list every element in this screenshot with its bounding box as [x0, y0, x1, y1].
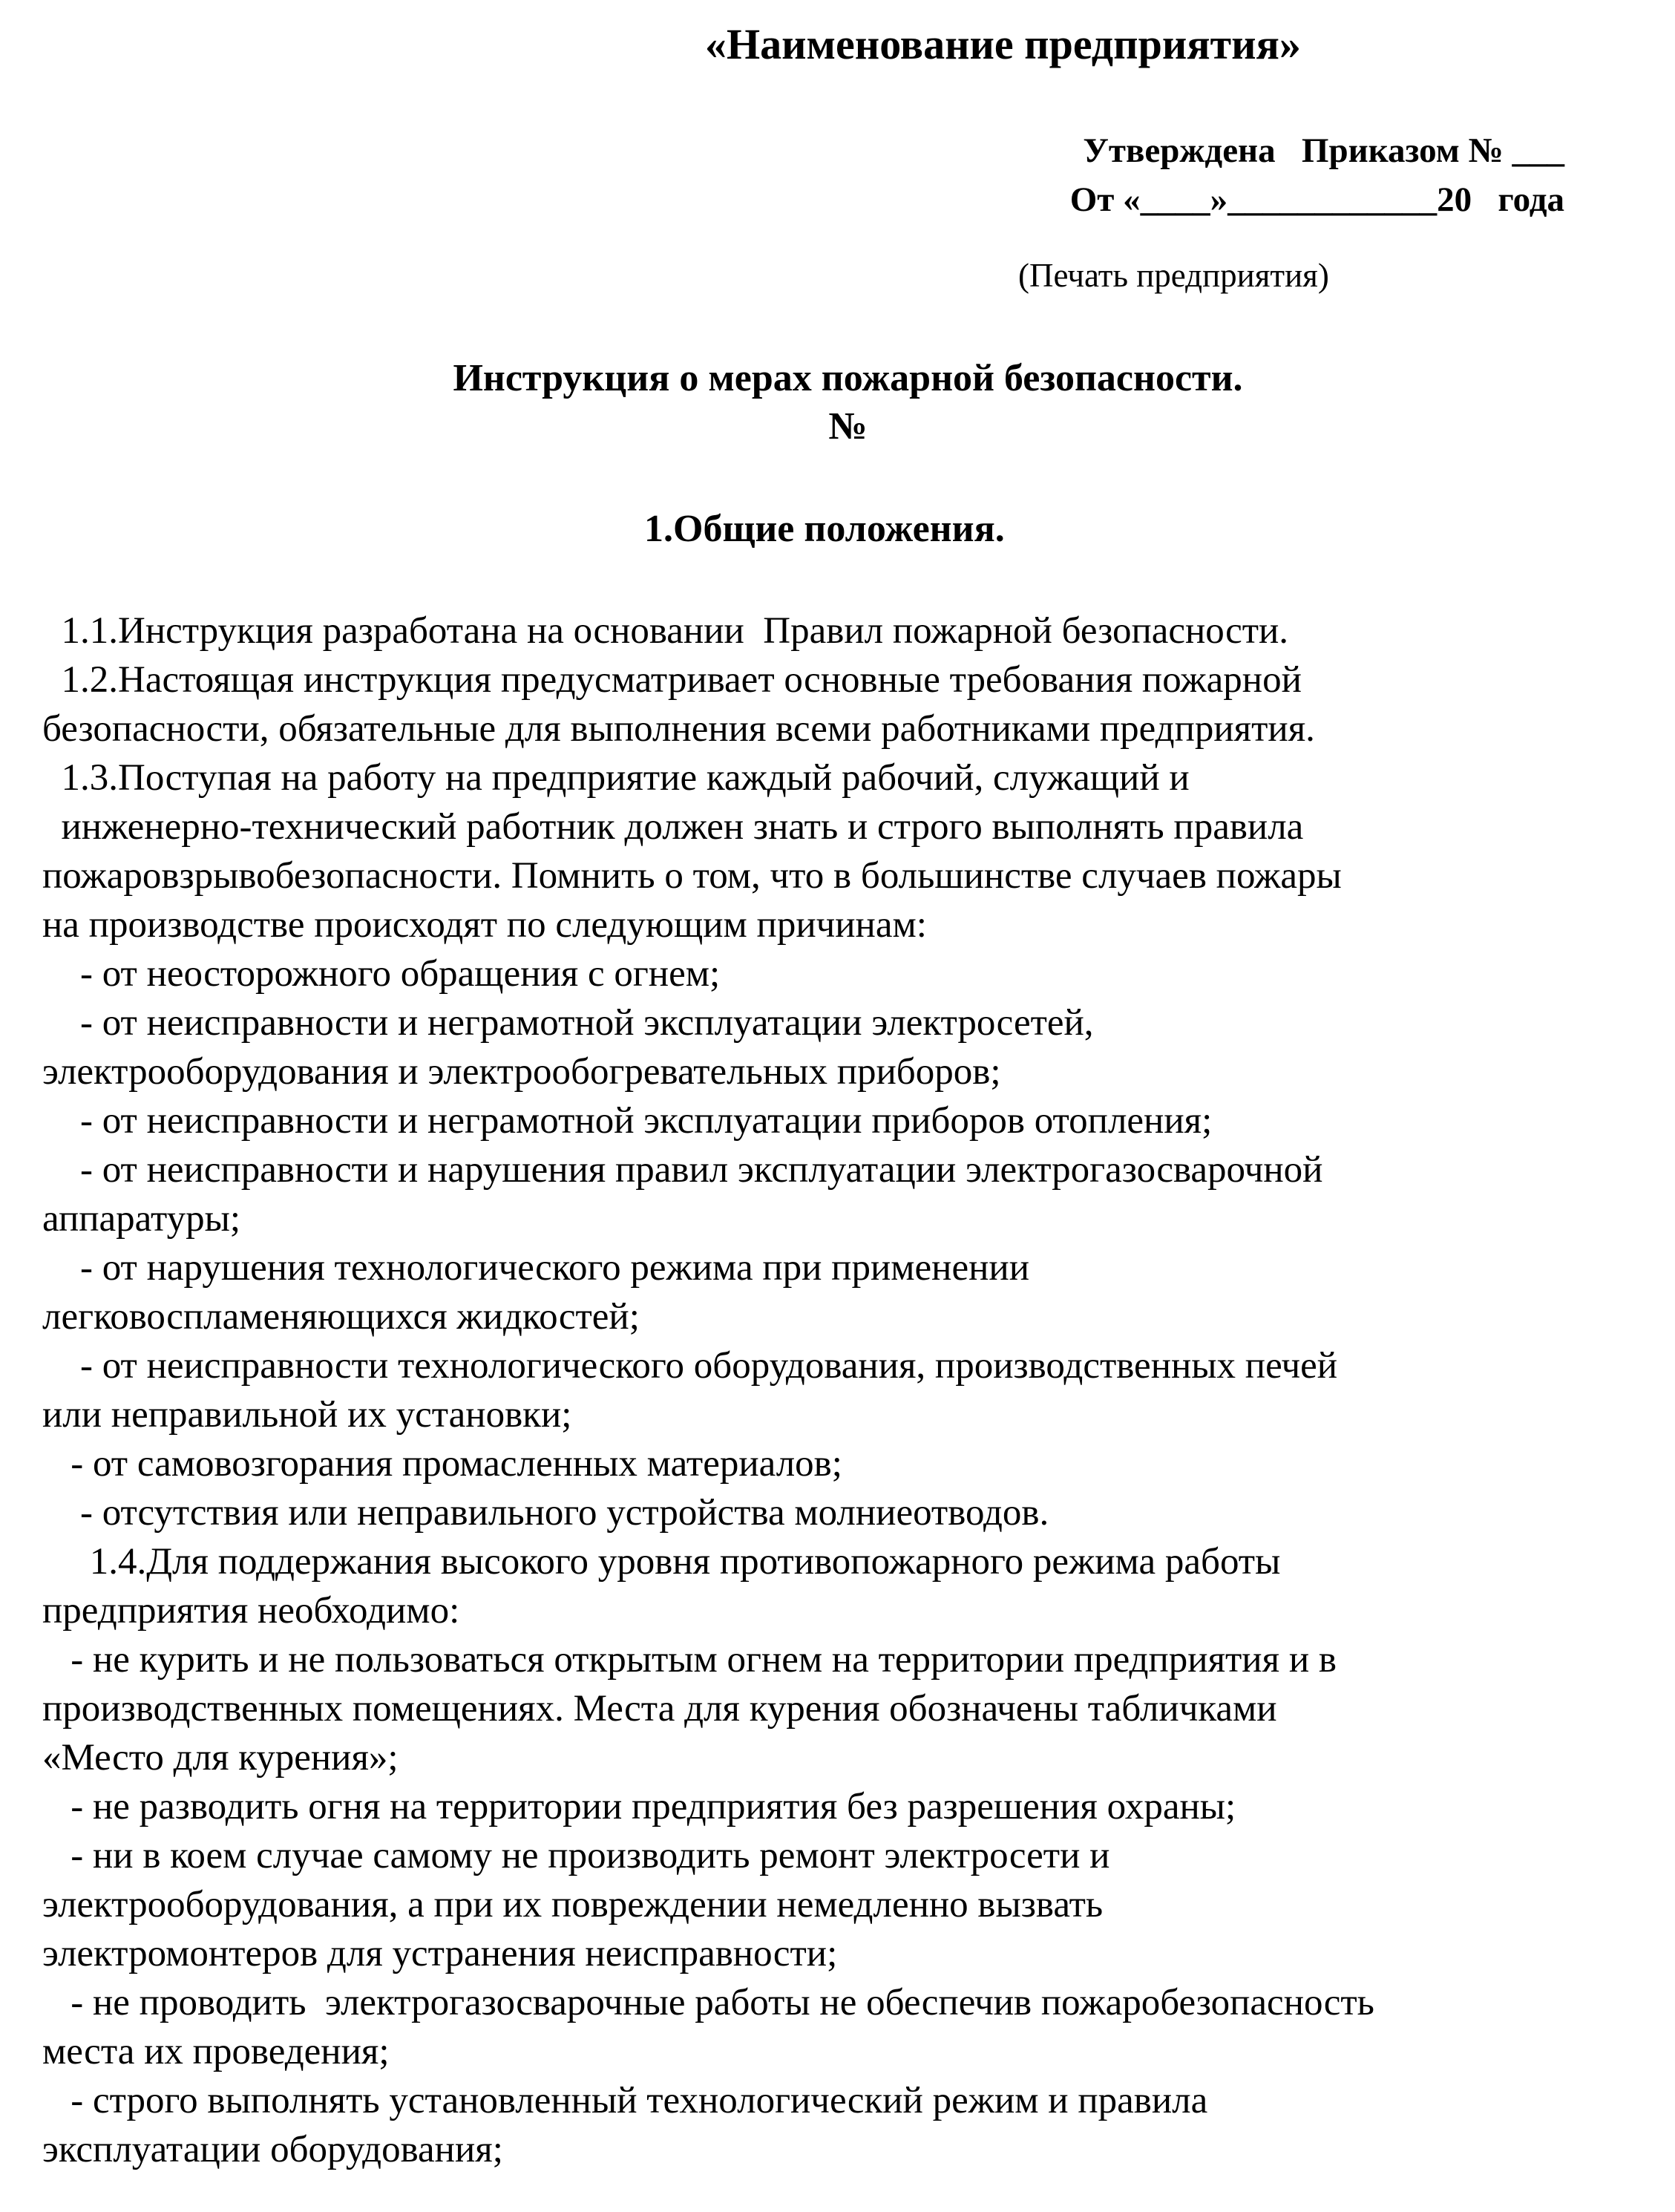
- body-line: аппаратуры;: [42, 1198, 241, 1240]
- approval-line-date: От «____»____________20 года: [1069, 180, 1564, 219]
- body-text: [42, 606, 1668, 2174]
- body-line: инженерно-технический работник должен знать и строго выполнять правила: [42, 806, 1304, 848]
- body-line: - от неисправности и неграмотной эксплуатации приборов отопления;: [42, 1100, 1213, 1142]
- approval-line-order: Утверждена Приказом № ___: [1083, 131, 1564, 170]
- body-line: - не разводить огня на территории предприятия без разрешения охраны;: [42, 1786, 1236, 1827]
- body-line: предприятия необходимо:: [42, 1590, 460, 1632]
- seal-placeholder: (Печать предприятия): [1018, 257, 1329, 294]
- body-line: - от неосторожного обращения с огнем;: [42, 953, 721, 995]
- body-line: «Место для курения»;: [42, 1737, 399, 1779]
- body-line: - ни в коем случае самому не производить ремонт электросети и: [42, 1835, 1110, 1876]
- body-line: или неправильной их установки;: [42, 1394, 572, 1436]
- body-line: 1.4.Для поддержания высокого уровня противопожарного режима работы: [42, 1541, 1281, 1583]
- body-line: на производстве происходят по следующим причинам:: [42, 904, 927, 946]
- body-line: - от неисправности и неграмотной эксплуатации электросетей,: [42, 1002, 1094, 1044]
- body-line: места их проведения;: [42, 2031, 390, 2072]
- document-title: [0, 354, 1675, 451]
- body-line: - от самовозгорания промасленных материалов;: [42, 1443, 842, 1485]
- body-line: легковоспламеняющихся жидкостей;: [42, 1296, 640, 1338]
- body-line: электромонтеров для устранения неисправности;: [42, 1933, 838, 1974]
- company-name: «Наименование предприятия»: [705, 20, 1301, 68]
- body-line: 1.1.Инструкция разработана на основании Правил пожарной безопасности.: [42, 610, 1289, 652]
- body-line: пожаровзрывобезопасности. Помнить о том, что в большинстве случаев пожары: [42, 855, 1342, 897]
- section-heading: 1.Общие положения.: [644, 508, 1005, 550]
- body-line: - не проводить электрогазосварочные работы не обеспечив пожаробезопасность: [42, 1982, 1374, 2023]
- approval-block: [1040, 126, 1564, 224]
- title-line: Инструкция о мерах пожарной безопасности.: [453, 357, 1243, 399]
- body-line: безопасности, обязательные для выполнения всеми работниками предприятия.: [42, 708, 1315, 750]
- body-line: 1.2.Настоящая инструкция предусматривает основные требования пожарной: [42, 659, 1302, 701]
- body-line: производственных помещениях. Места для курения обозначены табличками: [42, 1688, 1277, 1730]
- body-line: эксплуатации оборудования;: [42, 2129, 503, 2170]
- body-line: - строго выполнять установленный технологический режим и правила: [42, 2080, 1208, 2121]
- title-number: №: [828, 405, 868, 448]
- body-line: - не курить и не пользоваться открытым огнем на территории предприятия и в: [42, 1639, 1337, 1681]
- body-line: - от неисправности технологического оборудования, производственных печей: [42, 1345, 1338, 1387]
- body-line: электрооборудования, а при их повреждении немедленно вызвать: [42, 1884, 1104, 1925]
- body-line: - от неисправности и нарушения правил эксплуатации электрогазосварочной: [42, 1149, 1323, 1191]
- body-line: электрооборудования и электрообогревательных приборов;: [42, 1051, 1001, 1093]
- body-line: - отсутствия или неправильного устройства молниеотводов.: [42, 1492, 1049, 1534]
- body-line: - от нарушения технологического режима при применении: [42, 1247, 1029, 1289]
- body-line: 1.3.Поступая на работу на предприятие каждый рабочий, служащий и: [42, 757, 1190, 799]
